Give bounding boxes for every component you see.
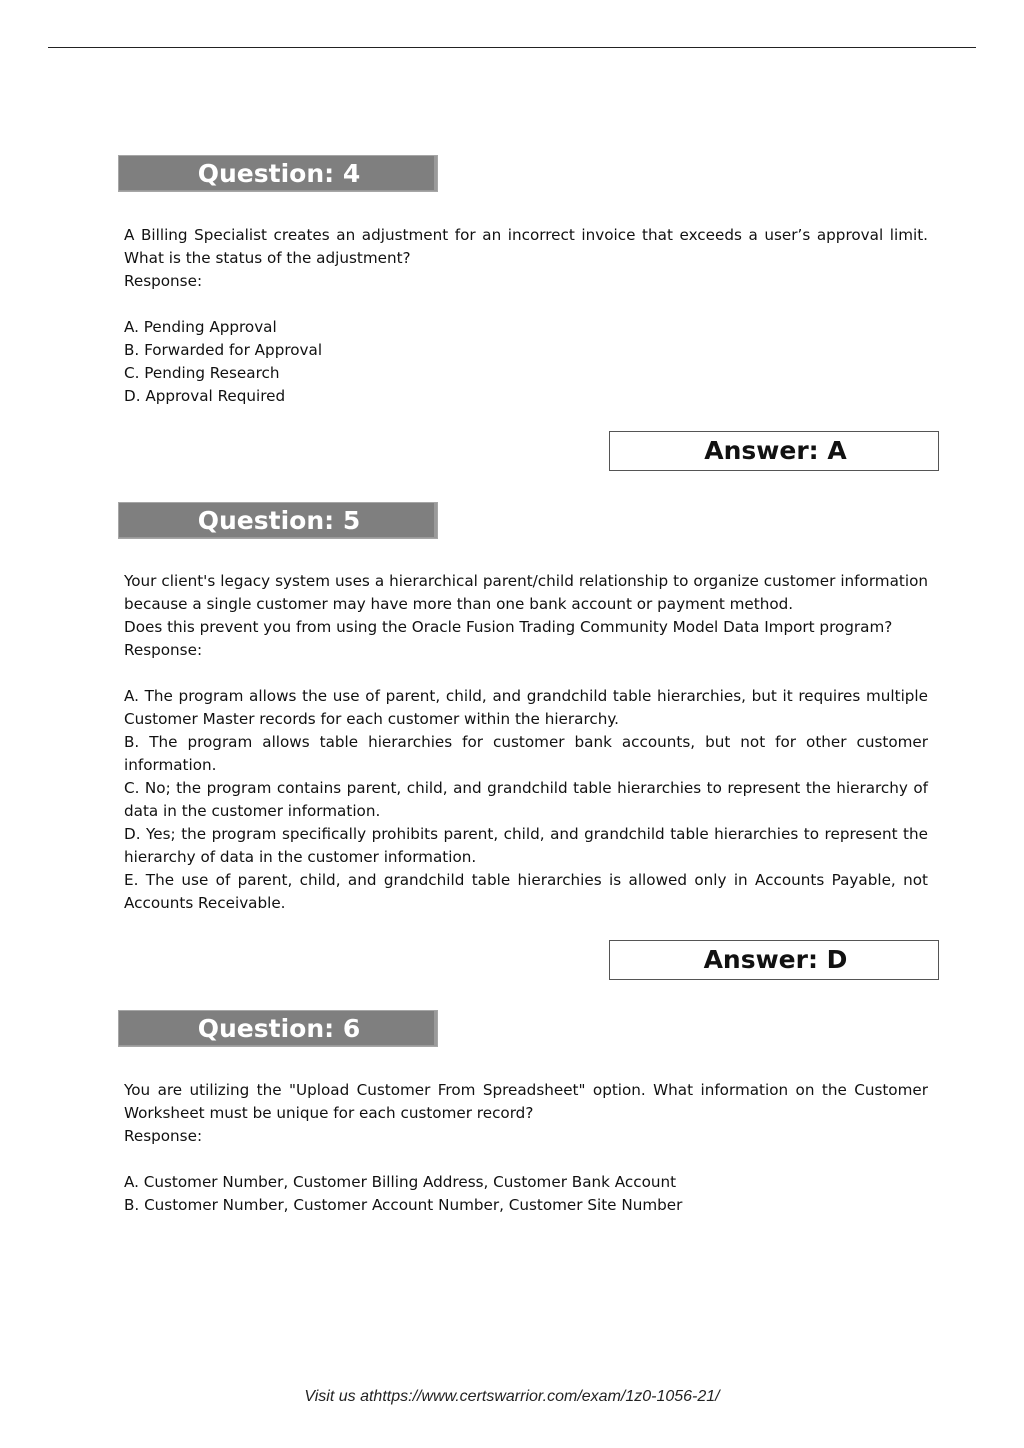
question-5-option-a: A. The program allows the use of parent, child, and grandchild table hierarchies, but it requires multiple Customer Master records for each customer within the hierarchy.	[124, 687, 928, 728]
question-5-option-c: C. No; the program contains parent, child, and grandchild table hierarchies to represent the hierarchy of data in the customer information.	[124, 779, 928, 820]
question-6-option-b: B. Customer Number, Customer Account Number, Customer Site Number	[124, 1196, 683, 1214]
question-6-title: Question: 6	[197, 1014, 361, 1043]
question-4-option-d: D. Approval Required	[124, 387, 286, 405]
question-4-body	[124, 224, 928, 408]
question-6-option-a: A. Customer Number, Customer Billing Address, Customer Bank Account	[124, 1173, 677, 1191]
question-4-option-a: A. Pending Approval	[124, 318, 277, 336]
question-4-response-label: Response:	[124, 272, 203, 290]
question-5-answer: Answer: D	[703, 945, 848, 974]
question-4-answer-box	[609, 431, 939, 471]
question-5-prompt: Your client's legacy system uses a hierarchical parent/child relationship to organize customer information because a single customer may have more than one bank account or payment method.	[124, 572, 928, 613]
question-6-body	[124, 1079, 928, 1217]
question-4-option-c: C. Pending Research	[124, 364, 280, 382]
question-6-prompt: You are utilizing the "Upload Customer From Spreadsheet" option. What information on the Customer Worksheet must be unique for each customer record?	[124, 1081, 928, 1122]
question-5-option-e: E. The use of parent, child, and grandchild table hierarchies is allowed only in Accounts Payable, not Accounts Receivable.	[124, 871, 928, 912]
question-5-question: Does this prevent you from using the Oracle Fusion Trading Community Model Data Import program?	[124, 618, 893, 636]
header-rule	[48, 47, 976, 48]
question-5-option-b: B. The program allows table hierarchies for customer bank accounts, but not for other customer information.	[124, 733, 928, 774]
question-5-response-label: Response:	[124, 641, 203, 659]
question-5-banner	[118, 502, 438, 539]
question-4-title: Question: 4	[197, 159, 361, 188]
question-6-response-label: Response:	[124, 1127, 203, 1145]
question-5-option-d: D. Yes; the program specifically prohibits parent, child, and grandchild table hierarchies to represent the hierarchy of data in the customer information.	[124, 825, 928, 866]
question-4-answer: Answer: A	[704, 436, 847, 465]
question-4-option-b: B. Forwarded for Approval	[124, 341, 323, 359]
question-4-banner	[118, 155, 438, 192]
question-5-answer-box	[609, 940, 939, 980]
question-5-body	[124, 570, 928, 915]
question-5-title: Question: 5	[197, 506, 361, 535]
question-4-prompt: A Billing Specialist creates an adjustment for an incorrect invoice that exceeds a user’s approval limit. What is the status of the adjustment?	[124, 226, 928, 267]
question-6-banner	[118, 1010, 438, 1047]
footer-link[interactable]: Visit us athttps://www.certswarrior.com/exam/1z0-1056-21/	[304, 1388, 720, 1405]
